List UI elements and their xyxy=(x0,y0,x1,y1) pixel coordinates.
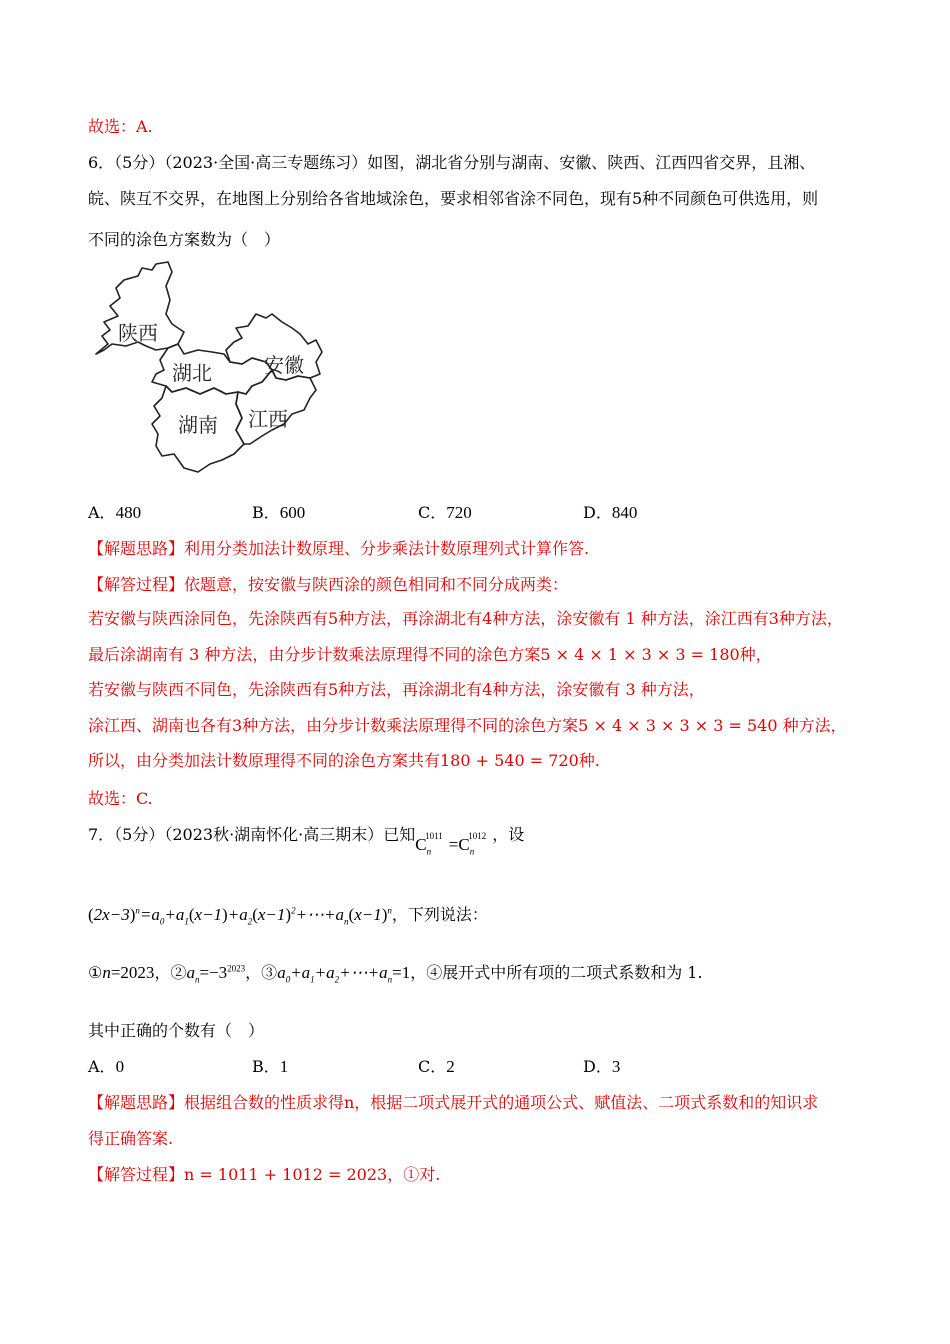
option-value: 840 xyxy=(611,503,638,522)
option-letter: C． xyxy=(418,1057,447,1076)
option-value: 2 xyxy=(446,1057,455,1076)
q7-claims-line xyxy=(88,962,703,984)
option-value: 600 xyxy=(279,503,306,522)
q7-combination-equation: $C_n^{1011} =C_n^{1012}$ xyxy=(415,831,487,857)
q6-stem-line1: 6．（5分）（2023·全国·高三专题练习）如图，湖北省分别与湖南、安徽、陕西、江西四省交界，且湘、 xyxy=(88,153,816,172)
q6-option-b xyxy=(252,502,305,524)
map-label-anhui: 安徽 xyxy=(264,353,304,377)
option-value: 1 xyxy=(279,1057,289,1076)
q6-stem-line2: 皖、陕互不交界，在地图上分别给各省地域涂色，要求相邻省涂不同色，现有5种不同颜色可供选用，则 xyxy=(88,189,819,208)
q7-claim-1: ①n=2023， xyxy=(88,963,171,982)
q6-process-line4: 若安徽与陕西不同色，先涂陕西有5种方法，再涂湖北有4种方法，涂安徽有 3 种方法， xyxy=(88,680,705,699)
map-hubei xyxy=(152,344,272,394)
q7-solution-idea-line1: 【解题思路】根据组合数的性质求得n，根据二项式展开式的通项公式、赋值法、二项式系数和的知识求 xyxy=(88,1093,819,1112)
q7-option-d xyxy=(583,1056,620,1078)
q7-expansion-formula: $(2x-3)^n=a_0+a_1(x-1)+a_2(x-1)^2+\cdots+a_n(x-1)^n$ xyxy=(88,905,392,927)
option-letter: C． xyxy=(418,503,447,522)
q6-process-line6: 所以，由分类加法计数原理得不同的涂色方案共有180 + 540 = 720种. xyxy=(88,751,600,770)
q6-solution-idea: 【解题思路】利用分类加法计数原理、分步乘法计数原理列式计算作答. xyxy=(88,539,590,558)
option-letter: D． xyxy=(583,1057,612,1076)
q6-option-a xyxy=(88,502,141,524)
q6-process-line2: 若安徽与陕西涂同色，先涂陕西有5种方法，再涂湖北有4种方法，涂安徽有 1 种方法，涂江西有3种方法， xyxy=(88,609,843,628)
q6-stem-line3: 不同的涂色方案数为（ ） xyxy=(88,230,281,249)
option-letter: A． xyxy=(88,1057,116,1076)
q7-expansion-tail: ，下列说法： xyxy=(391,905,488,924)
option-value: 0 xyxy=(115,1057,125,1076)
option-letter: B． xyxy=(252,1057,280,1076)
map-label-hunan: 湖南 xyxy=(178,413,218,437)
map-label-hubei: 湖北 xyxy=(172,361,212,385)
map-label-shaanxi: 陕西 xyxy=(118,321,158,345)
q7-stem-line1 xyxy=(88,824,525,857)
q7-option-c xyxy=(418,1056,455,1078)
prev-answer: 故选：A. xyxy=(88,117,153,136)
option-value: 720 xyxy=(446,503,472,522)
q7-stem-tail: ，设 xyxy=(492,825,525,844)
q7-expansion-line xyxy=(88,904,488,926)
q7-solution-idea-line2: 得正确答案. xyxy=(88,1129,174,1148)
q7-claim-3: $③a_0+a_1+a_2+\cdots+a_n=1$ xyxy=(261,963,411,985)
province-map xyxy=(86,258,336,478)
q7-claim-2: $②a_n=-3^{2023}$， xyxy=(170,963,262,985)
option-letter: B． xyxy=(252,503,280,522)
option-letter: A． xyxy=(88,503,116,522)
q6-process-line5: 涂江西、湖南也各有3种方法，由分步计数乘法原理得不同的涂色方案5 × 4 × 3 × 3 × 3 = 540 种方法， xyxy=(88,716,847,735)
q7-question: 其中正确的个数有（ ） xyxy=(88,1021,265,1040)
q6-option-d xyxy=(583,502,637,524)
map-label-jiangxi: 江西 xyxy=(248,407,288,431)
q7-option-b xyxy=(252,1056,288,1078)
q6-process-line1: 【解答过程】依题意，按安徽与陕西涂的颜色相同和不同分成两类： xyxy=(88,575,569,594)
q6-process-line3: 最后涂湖南有 3 种方法，由分步计数乘法原理得不同的涂色方案5 × 4 × 1 × 3 × 3 = 180种， xyxy=(88,645,772,664)
q6-option-c xyxy=(418,502,472,524)
option-value: 480 xyxy=(115,503,142,522)
option-value: 3 xyxy=(611,1057,621,1076)
q6-answer: 故选：C. xyxy=(88,789,153,808)
option-letter: D． xyxy=(583,503,612,522)
q7-claim-4: ，④展开式中所有项的二项式系数和为 1. xyxy=(410,963,703,982)
q7-option-a xyxy=(88,1056,124,1078)
q7-process: 【解答过程】n = 1011 + 1012 = 2023，①对. xyxy=(88,1165,441,1184)
q7-stem-text: 7．（5分）（2023秋·湖南怀化·高三期末）已知 xyxy=(88,825,416,844)
